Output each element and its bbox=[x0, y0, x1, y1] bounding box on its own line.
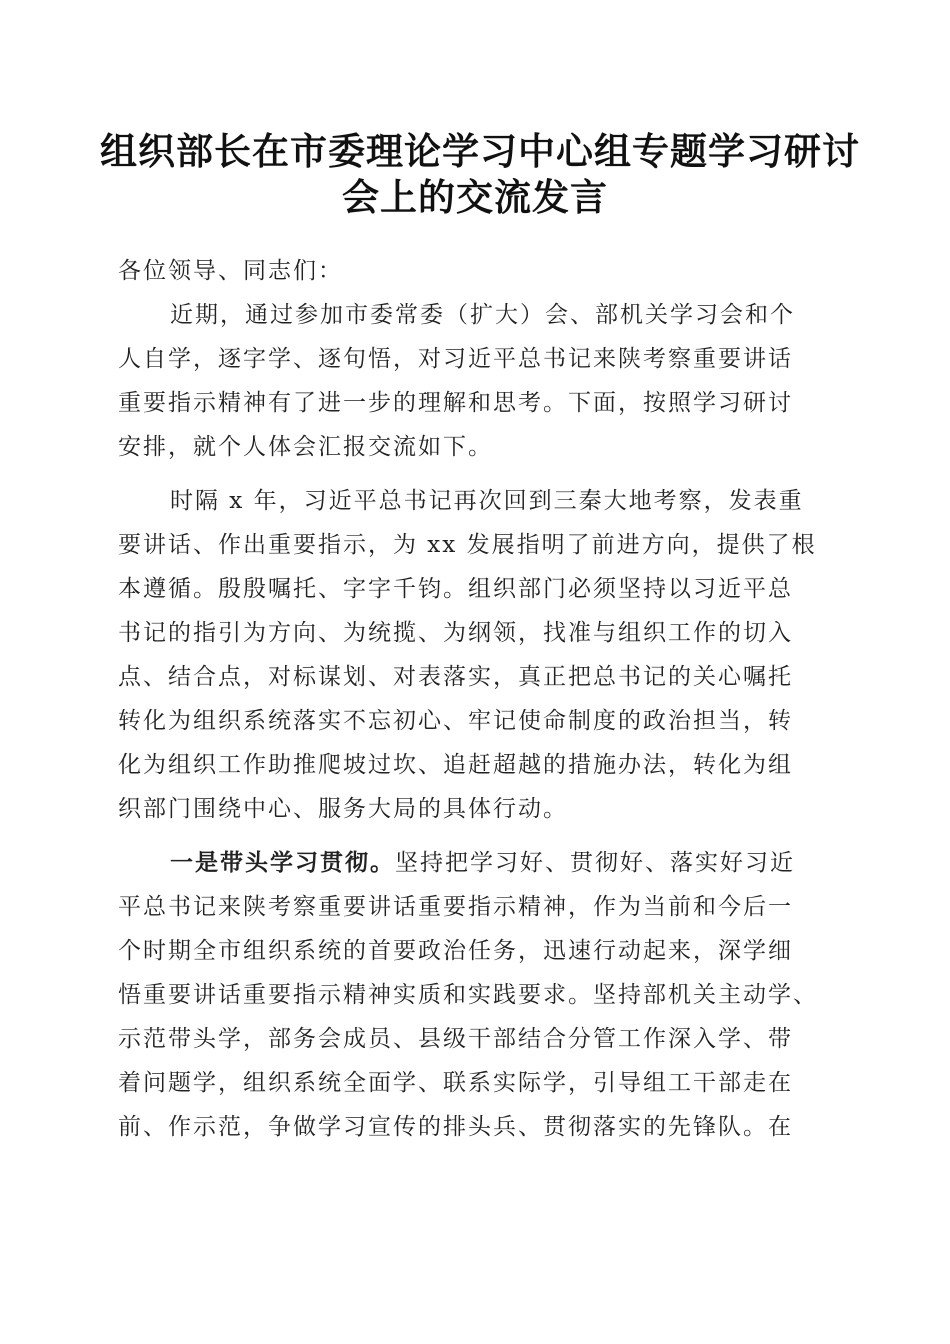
paragraph-line: 要讲话、作出重要指示，为 xx 发展指明了前进方向，提供了根 bbox=[118, 532, 817, 558]
paragraph-line: 安排，就个人体会汇报交流如下。 bbox=[118, 434, 493, 460]
paragraph-line bbox=[118, 841, 834, 885]
paragraph-line: 示范带头学，部务会成员、县级干部结合分管工作深入学、带 bbox=[118, 1026, 793, 1052]
title-line-2: 会上的交流发言 bbox=[342, 175, 608, 219]
paragraph-line: 转化为组织系统落实不忘初心、牢记使命制度的政治担当，转 bbox=[118, 708, 793, 734]
paragraph-text: 坚持把学习好、贯彻好、落实好习近 bbox=[395, 850, 795, 876]
paragraph-line: 人自学，逐字学、逐句悟，对习近平总书记来陕考察重要讲话 bbox=[118, 346, 793, 372]
title-line-1: 组织部长在市委理论学习中心组专题学习研讨 bbox=[100, 129, 860, 173]
paragraph-line: 织部门围绕中心、服务大局的具体行动。 bbox=[118, 796, 568, 822]
document-body bbox=[118, 249, 834, 1149]
section-heading: 一是带头学习贯彻。 bbox=[170, 849, 395, 876]
paragraph-line: 前、作示范，争做学习宣传的排头兵、贯彻落实的先锋队。在 bbox=[118, 1114, 793, 1140]
paragraph-line: 重要指示精神有了进一步的理解和思考。下面，按照学习研讨 bbox=[118, 390, 793, 416]
paragraph-line: 悟重要讲话重要指示精神实质和实践要求。坚持部机关主动学、 bbox=[118, 982, 818, 1008]
document-title bbox=[100, 128, 860, 220]
paragraph-line: 着问题学，组织系统全面学、联系实际学，引导组工干部走在 bbox=[118, 1070, 793, 1096]
paragraph-line: 时隔 x 年，习近平总书记再次回到三秦大地考察，发表重 bbox=[170, 488, 804, 514]
paragraph-line: 近期，通过参加市委常委（扩大）会、部机关学习会和个 bbox=[170, 302, 795, 328]
paragraph-line: 本遵循。殷殷嘱托、字字千钧。组织部门必须坚持以习近平总 bbox=[118, 576, 793, 602]
paragraph-line: 平总书记来陕考察重要讲话重要指示精神，作为当前和今后一 bbox=[118, 894, 793, 920]
paragraph-line: 书记的指引为方向、为统揽、为纲领，找准与组织工作的切入 bbox=[118, 620, 793, 646]
salutation: 各位领导、同志们： bbox=[118, 258, 343, 284]
paragraph-line: 点、结合点，对标谋划、对表落实，真正把总书记的关心嘱托 bbox=[118, 664, 793, 690]
paragraph-line: 个时期全市组织系统的首要政治任务，迅速行动起来，深学细 bbox=[118, 938, 793, 964]
paragraph-2 bbox=[118, 479, 834, 831]
paragraph-line: 化为组织工作助推爬坡过坎、追赶超越的措施办法，转化为组 bbox=[118, 752, 793, 778]
paragraph-3 bbox=[118, 841, 834, 1149]
paragraph-1 bbox=[118, 293, 834, 469]
